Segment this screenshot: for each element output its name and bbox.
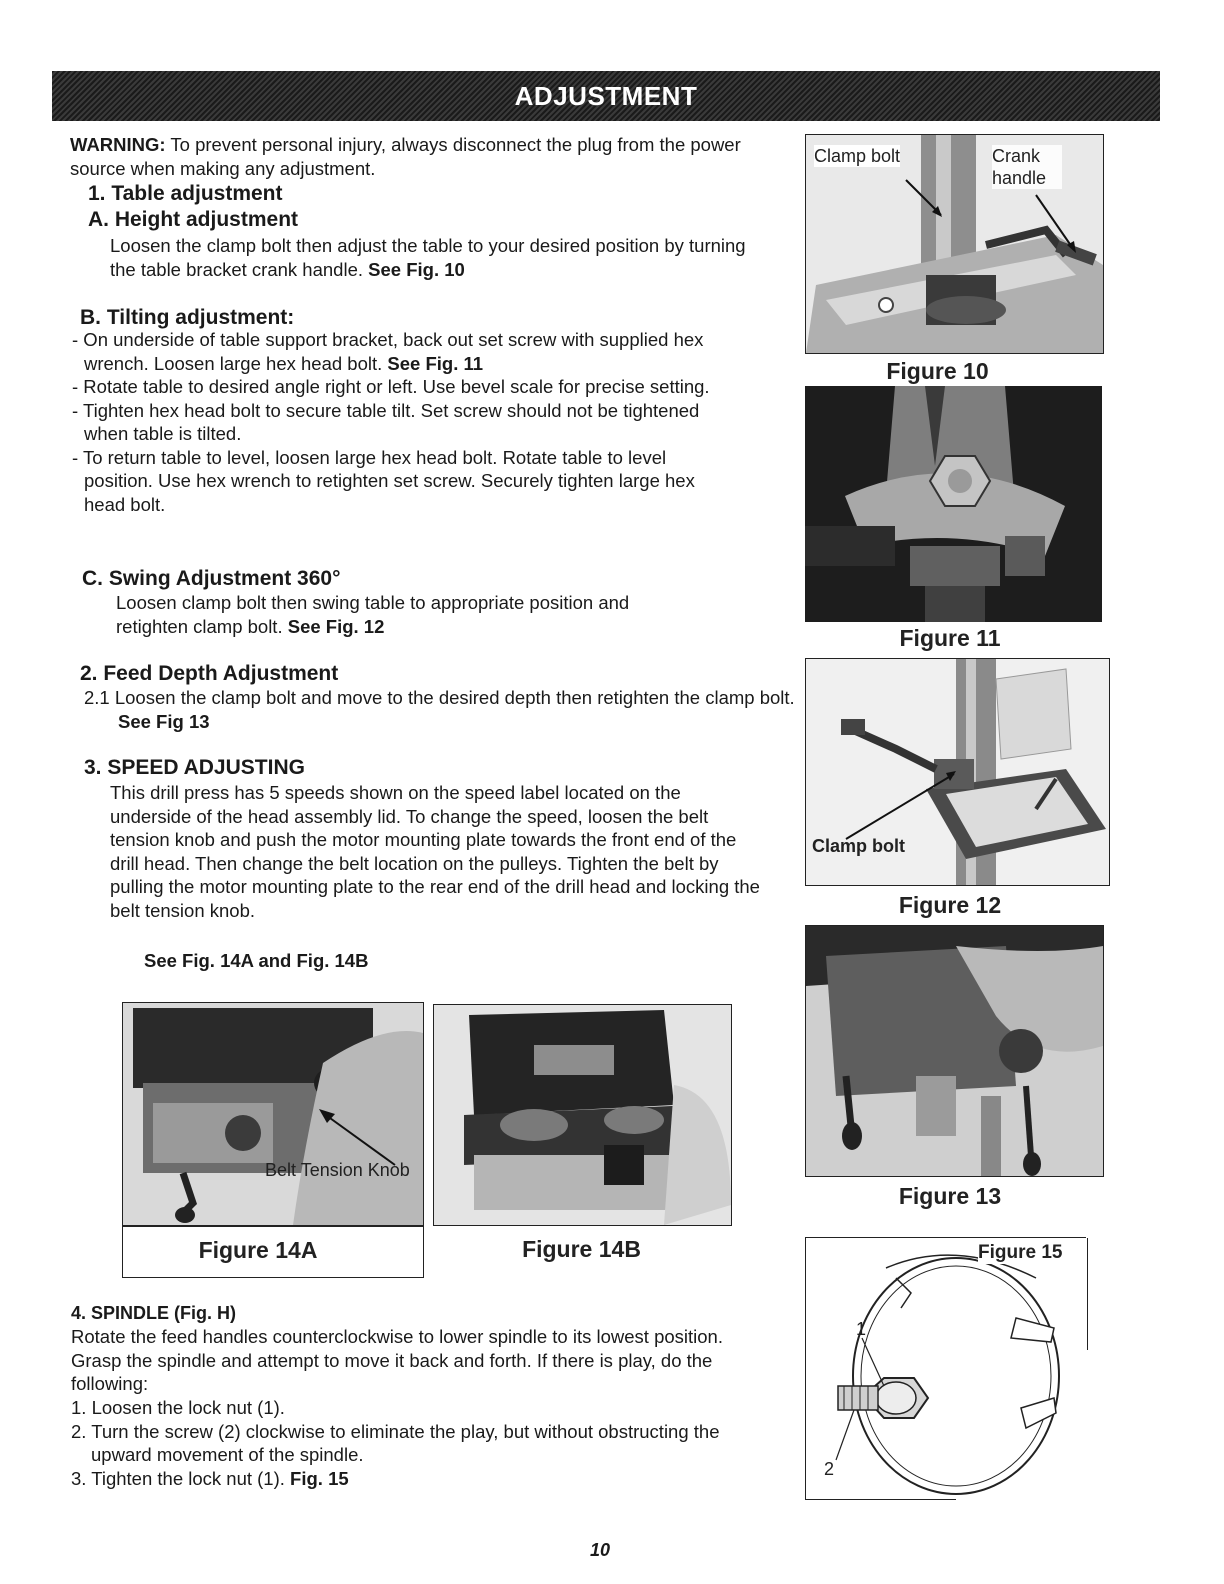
- table-adjustment-heading: 1. Table adjustment: [88, 182, 283, 205]
- figure-14a-divider: [123, 1225, 423, 1227]
- see-fig-13-ref: See Fig 13: [118, 710, 210, 732]
- feed-depth-text: [84, 686, 798, 733]
- figure-13-photo: [806, 926, 1103, 1176]
- figure-14b: [433, 1004, 732, 1226]
- figure-15-border-right: [1087, 1238, 1089, 1350]
- fig-15-ref: Fig. 15: [290, 1467, 349, 1489]
- list-item: [71, 1467, 751, 1491]
- tilting-adjustment-list: [72, 328, 722, 516]
- see-fig-14-ref: See Fig. 14A and Fig. 14B: [144, 950, 369, 971]
- figure-15: [805, 1237, 1086, 1500]
- lock-nut-label: 1: [856, 1319, 867, 1339]
- crank-handle-label: Crank handle: [992, 145, 1062, 189]
- see-fig-11-ref: See Fig. 11: [387, 352, 484, 374]
- height-adjustment-body: Loosen the clamp bolt then adjust the table to your desired position by turning the table bracket crank handle.: [110, 235, 746, 280]
- figure-11-photo: [805, 386, 1102, 622]
- belt-tension-knob-label: Belt Tension Knob: [265, 1160, 410, 1180]
- section-header-banner: [52, 71, 1160, 121]
- figure-14b-caption: Figure 14B: [522, 1236, 641, 1262]
- figure-14a: [122, 1002, 424, 1278]
- speed-adjusting-text: This drill press has 5 speeds shown on the speed label located on the underside of the head assembly lid. To change the speed, loosen the belt tension knob and push the motor mounting plate towards the front end of the drill head. Then change the belt location on the pulleys. Tighten the belt by pulling the motor mounting plate to the rear end of the drill head and locking the belt tension knob.: [110, 782, 760, 921]
- swing-adjustment-heading: C. Swing Adjustment 360°: [82, 567, 341, 590]
- swing-adjustment-body: Loosen clamp bolt then swing table to appropriate position and retighten clamp bolt.: [116, 592, 630, 637]
- list-item: [71, 1396, 751, 1420]
- figure-12-caption: Figure 12: [898, 892, 1002, 918]
- tilting-adjustment-heading: B. Tilting adjustment:: [80, 306, 295, 329]
- screw-label: 2: [824, 1459, 835, 1479]
- figure-14a-photo: [123, 1003, 423, 1225]
- speed-adjusting-heading: 3. SPEED ADJUSTING: [84, 756, 305, 779]
- warning-label: WARNING:: [70, 134, 166, 155]
- figure-11: [805, 386, 1102, 622]
- spindle-text: Rotate the feed handles counterclockwise to lower spindle to its lowest position. Grasp the spindle and attempt to move it back and forth. If there is play, do the following:: [71, 1326, 723, 1394]
- list-item-text: - To return table to level, loosen large hex head bolt. Rotate table to level position. Use hex wrench to retighten set screw. Securely tighten large hex head bolt.: [72, 446, 695, 515]
- list-item: [72, 446, 722, 517]
- list-item-text: - On underside of table support bracket, back out set screw with supplied hex wrench. Loosen large hex head bolt.: [72, 329, 704, 374]
- page-number: 10: [590, 1540, 611, 1560]
- height-adjustment-text: [110, 234, 760, 281]
- figure-14a-caption: Figure 14A: [198, 1237, 318, 1263]
- figure-15-drawing: [806, 1238, 1086, 1500]
- list-item: [71, 1420, 751, 1467]
- list-item-text: 2. Turn the screw (2) clockwise to eliminate the play, but without obstructing the upward movement of the spindle.: [71, 1420, 720, 1465]
- list-item-text: - Tighten hex head bolt to secure table tilt. Set screw should not be tightened when table is tilted.: [72, 399, 700, 444]
- figure-13: [805, 925, 1104, 1177]
- spindle-heading: 4. SPINDLE (Fig. H): [71, 1303, 237, 1323]
- spindle-steps: [71, 1396, 751, 1490]
- list-item-text: 3. Tighten the lock nut (1).: [71, 1467, 291, 1489]
- clamp-bolt-label: Clamp bolt: [814, 146, 901, 166]
- list-item-text: - Rotate table to desired angle right or left. Use bevel scale for precise setting.: [72, 376, 710, 397]
- height-adjustment-heading: A. Height adjustment: [88, 208, 299, 231]
- see-fig-10-ref: See Fig. 10: [368, 258, 465, 280]
- figure-12: [805, 658, 1110, 886]
- figure-15-caption: Figure 15: [978, 1242, 1063, 1263]
- feed-depth-body: 2.1 Loosen the clamp bolt and move to the desired depth then retighten the clamp bolt.: [84, 687, 795, 708]
- feed-depth-heading: 2. Feed Depth Adjustment: [80, 662, 339, 685]
- clamp-bolt-label: Clamp bolt: [812, 836, 905, 856]
- warning-text: To prevent personal injury, always disconnect the plug from the power source when making any adjustment.: [70, 134, 741, 179]
- figure-13-caption: Figure 13: [898, 1183, 1002, 1209]
- swing-adjustment-text: [116, 591, 696, 638]
- figure-14b-photo: [434, 1005, 731, 1225]
- figure-10: [805, 134, 1104, 354]
- section-title: ADJUSTMENT: [514, 80, 698, 111]
- see-fig-12-ref: See Fig. 12: [287, 615, 385, 637]
- warning-paragraph: [70, 133, 760, 180]
- list-item: [72, 399, 722, 446]
- figure-11-caption: Figure 11: [899, 625, 1001, 651]
- figure-10-caption: Figure 10: [886, 358, 989, 384]
- list-item: [72, 375, 722, 399]
- list-item-text: 1. Loosen the lock nut (1).: [71, 1397, 285, 1418]
- list-item: [72, 328, 722, 375]
